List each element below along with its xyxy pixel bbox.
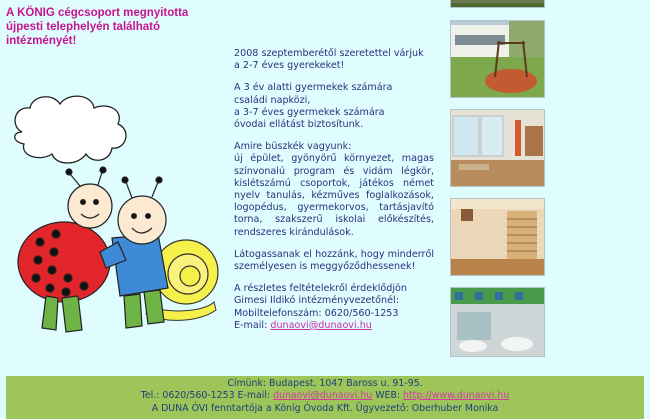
services-paragraph xyxy=(234,82,434,131)
main-content xyxy=(234,48,434,342)
photo-top-strip xyxy=(450,0,545,8)
services-line-2: családi napközi, xyxy=(234,94,311,106)
footer-contact-row xyxy=(6,390,644,402)
footer-address: Címünk: Budapest, 1047 Baross u. 91-95. xyxy=(227,378,423,389)
footer-email-label: E-mail: xyxy=(237,390,271,402)
services-line-1: A 3 év alatti gyermekek számára xyxy=(234,82,393,94)
services-line-4: óvodai ellátást biztosítunk. xyxy=(234,119,364,131)
classroom-photo xyxy=(450,109,545,187)
contact-email-label: E-mail: xyxy=(234,319,268,331)
contact-phone: Mobiltelefonszám: 0620/560-1253 xyxy=(234,307,399,319)
contact-email-row xyxy=(234,320,434,332)
playground-photo xyxy=(450,20,545,98)
pride-paragraph xyxy=(234,141,434,239)
contact-line-2: Gimesi Ildikó intézményvezetőnél: xyxy=(234,295,399,307)
footer-web-label: WEB: xyxy=(375,390,401,402)
contact-paragraph xyxy=(234,283,434,332)
visit-paragraph xyxy=(234,249,434,273)
visit-text: Látogassanak el hozzánk, hogy minderről személyesen is meggyőződhessenek! xyxy=(234,248,434,273)
page-footer xyxy=(6,376,644,419)
children-illustration xyxy=(8,92,220,344)
intro-paragraph xyxy=(234,48,434,72)
footer-operator: A DUNA ÓVI fenntartója a König Óvoda Kft. Ügyvezető: Oberhuber Monika xyxy=(151,402,499,414)
services-line-3: a 3-7 éves gyermekek számára xyxy=(234,106,385,118)
gym-photo xyxy=(450,198,545,276)
pride-title: Amire büszkék vagyunk: xyxy=(234,141,352,153)
bathroom-photo xyxy=(450,287,545,357)
cloud-icon xyxy=(15,96,126,163)
contact-line-1: A részletes feltételekről érdeklődjön xyxy=(234,283,407,295)
footer-web-link[interactable]: http://www.dunaovi.hu xyxy=(403,390,510,402)
pride-text: új épület, gyönyörű környezet, magas színvonalú program és vidám légkör, kislétszámú csoportok, játékos német nyelv tanulás, kézműves foglalkozások, logopédus, gyermekorvos, tartásjavító torna, szakszerű iskolai előkészítés, rendszeres kirándulások. xyxy=(234,153,434,238)
contact-email-link[interactable]: dunaovi@dunaovi.hu xyxy=(270,319,372,331)
footer-email-link[interactable]: dunaovi@dunaovi.hu xyxy=(273,390,373,402)
ladybug xyxy=(18,167,112,332)
intro-line-1: 2008 szeptemberétől szeretettel várjuk xyxy=(234,48,424,59)
footer-phone: Tel.: 0620/560-1253 xyxy=(140,390,235,402)
intro-line-2: a 2-7 éves gyerekeket! xyxy=(234,60,345,72)
page-headline: A KÖNIG cégcsoport megnyitotta újpesti telephelyén található intézményét! xyxy=(6,7,189,47)
